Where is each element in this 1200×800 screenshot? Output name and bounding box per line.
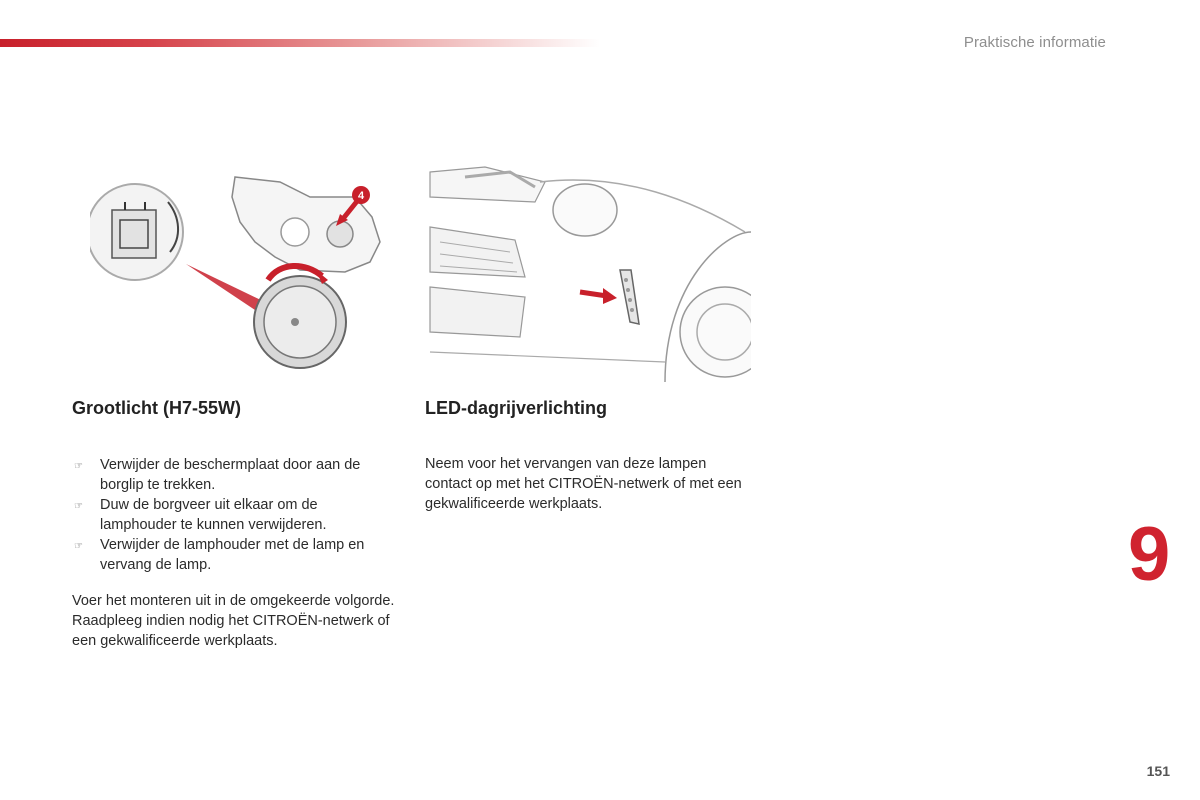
heading-main-beam: Grootlicht (H7-55W) bbox=[72, 398, 241, 418]
page-number: 151 bbox=[1146, 763, 1170, 779]
headlamp-bulb-illustration bbox=[90, 162, 390, 382]
reassembly-note bbox=[72, 591, 402, 651]
step-text: Duw de borgveer uit elkaar om de lamphouder te kunnen verwijderen. bbox=[100, 497, 327, 533]
pointing-finger-icon: ☞ bbox=[74, 461, 83, 472]
list-item bbox=[72, 535, 392, 575]
instruction-list bbox=[72, 455, 392, 575]
list-item bbox=[72, 495, 392, 535]
led-note: Neem voor het vervangen van deze lampen contact op met het CITROËN-netwerk of met een gekwalificeerde werkplaats. bbox=[425, 456, 742, 512]
heading-led-daytime-lights: LED-dagrijverlichting bbox=[425, 398, 608, 418]
led-daytime-lights-illustration bbox=[425, 162, 751, 384]
step-text: Verwijder de beschermplaat door aan de borglip te trekken. bbox=[100, 457, 361, 493]
note-line: Raadpleeg indien nodig het CITROËN-netwerk of een gekwalificeerde werkplaats. bbox=[72, 613, 390, 649]
svg-text:4: 4 bbox=[357, 190, 365, 202]
chapter-number: 9 bbox=[1128, 512, 1171, 597]
list-item bbox=[72, 455, 392, 495]
step-text: Verwijder de lamphouder met de lamp en vervang de lamp. bbox=[100, 537, 365, 573]
section-title: Praktische informatie bbox=[963, 34, 1106, 51]
header-accent-bar bbox=[0, 39, 600, 47]
pointing-finger-icon: ☞ bbox=[74, 541, 83, 552]
pointing-finger-icon: ☞ bbox=[74, 501, 83, 512]
note-line: Voer het monteren uit in de omgekeerde volgorde. bbox=[72, 593, 395, 609]
